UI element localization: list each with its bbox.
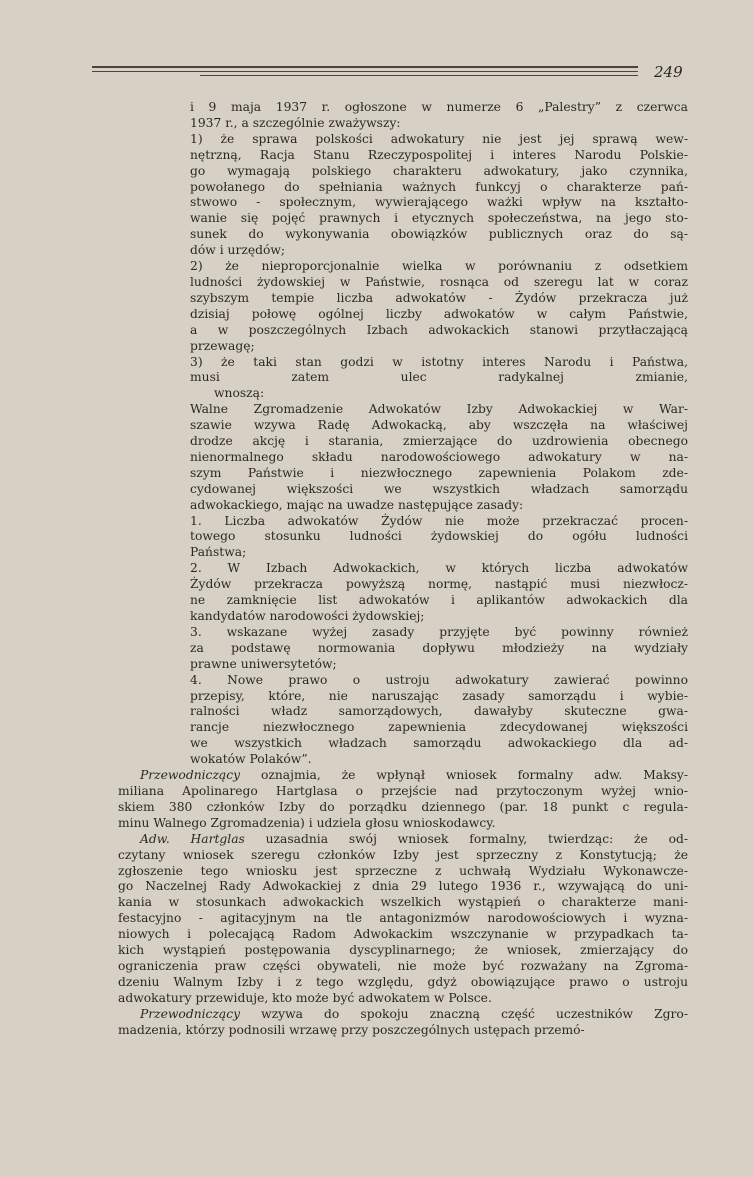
text-line: go Naczelnej Rady Adwokackiej z dnia 29 lutego 1936 r., wzywającą do uni- xyxy=(118,879,688,894)
text-line: przewagę; xyxy=(190,338,255,353)
text-line: szym Państwie i niezwłocznego zapewnienia Polakom zde- xyxy=(190,465,688,480)
text-line: kania w stosunkach adwokackich wszelkich wystąpień o charakterze mani- xyxy=(118,895,688,910)
text-line: skiem 380 członków Izby do porządku dziennego (par. 18 punkt c regula- xyxy=(118,799,688,814)
text-line: minu Walnego Zgromadzenia) i udziela głosu wnioskodawcy. xyxy=(118,815,496,830)
text-line: 3) że taki stan godzi w istotny interes Narodu i Państwa, xyxy=(190,354,688,369)
page-number: 249 xyxy=(654,63,683,81)
text-line: 2) że nieproporcjonalnie wielka w porównaniu z odsetkiem xyxy=(190,259,688,274)
text-line: Przewodniczący oznajmia, że wpłynął wniosek formalny adw. Maksy- xyxy=(140,768,688,783)
text-line: go wymagają polskiego charakteru adwokatury, jako czynnika, xyxy=(190,163,688,178)
text-line: adwokatury przewiduje, kto może być adwokatem w Polsce. xyxy=(118,990,492,1005)
text-line: 1937 r., a szczególnie zważywszy: xyxy=(190,115,401,130)
text-line: niowych i polecającą Radom Adwokackim wszczynanie w przypadkach ta- xyxy=(118,927,688,942)
header-rule xyxy=(200,75,638,76)
text-line: 4. Nowe prawo o ustroju adwokatury zawierać powinno xyxy=(190,672,688,687)
text-line: Adw. Hartglas uzasadnia swój wniosek formalny, twierdząc: że od- xyxy=(140,831,688,846)
text-line: za podstawę normowania dopływu młodzieży na wydziały xyxy=(190,640,688,655)
text-line: wnoszą: xyxy=(214,386,265,401)
text-line: Państwa; xyxy=(190,545,247,560)
text-line: wanie się pojęć prawnych i etycznych społeczeństwa, na jego sto- xyxy=(190,211,688,226)
text-line: sunek do wykonywania obowiązków publicznych oraz do są- xyxy=(190,227,688,242)
header-rule xyxy=(92,66,638,68)
text-line: madzenia, którzy podnosili wrzawę przy poszczególnych ustępach przemó- xyxy=(118,1022,585,1037)
text-line: a w poszczególnych Izbach adwokackich stanowi przytłaczającą xyxy=(190,322,688,337)
text-line: miliana Apolinarego Hartglasa o przejście nad przytoczonym wyżej wnio- xyxy=(118,783,688,798)
text-line: 1) że sprawa polskości adwokatury nie jest jej sprawą wew- xyxy=(190,131,688,146)
text-line: prawne uniwersytetów; xyxy=(190,656,337,671)
text-line: stwowo - społecznym, wywierającego ważki wpływ na kształto- xyxy=(190,195,688,210)
text-line: Walne Zgromadzenie Adwokatów Izby Adwokackiej w War- xyxy=(190,402,688,417)
text-line: Przewodniczący wzywa do spokoju znaczną część uczestników Zgro- xyxy=(140,1006,688,1021)
text-line: przepisy, które, nie naruszając zasady samorządu i wybie- xyxy=(190,688,688,703)
text-line: nienormalnego składu narodowościowego adwokatury w na- xyxy=(190,449,688,464)
text-line: i 9 maja 1937 r. ogłoszone w numerze 6 „Palestry” z czerwca xyxy=(190,100,688,114)
text-line: wokatów Polaków”. xyxy=(190,752,312,767)
text-line: ralności władz samorządowych, dawałyby skuteczne gwa- xyxy=(190,704,688,719)
text-line: 1. Liczba adwokatów Żydów nie może przekraczać procen- xyxy=(190,513,688,528)
text-line: we wszystkich władzach samorządu adwokackiego dla ad- xyxy=(190,736,688,751)
text-line: 3. wskazane wyżej zasady przyjęte być powinny również xyxy=(190,624,688,639)
body-text xyxy=(118,100,688,1038)
text-line: dów i urzędów; xyxy=(190,243,286,258)
text-line: szawie wzywa Radę Adwokacką, aby wszczęła na właściwej xyxy=(190,418,688,433)
text-line: kandydatów narodowości żydowskiej; xyxy=(190,609,425,623)
text-line: kich wystąpień postępowania dyscyplinarnego; że wniosek, zmierzający do xyxy=(118,943,688,958)
text-line: dzisiaj połowę ogólnej liczby adwokatów w całym Państwie, xyxy=(190,306,688,321)
text-line: czytany wniosek szeregu członków Izby jest sprzeczny z Konstytucją; że xyxy=(118,847,688,862)
text-line: rancje niezwłocznego zapewnienia zdecydowanej większości xyxy=(190,720,688,735)
text-line: szybszym tempie liczba adwokatów - Żydów przekracza już xyxy=(190,290,688,305)
text-line: towego stosunku ludności żydowskiej do ogółu ludności xyxy=(190,529,688,544)
text-line: drodze akcję i starania, zmierzające do uzdrowienia obecnego xyxy=(190,434,688,449)
text-line: nętrzną, Racja Stanu Rzeczypospolitej i interes Narodu Polskie- xyxy=(190,147,688,162)
header-rule xyxy=(92,71,638,72)
text-line: powołanego do spełniania ważnych funkcyj o charakterze pań- xyxy=(190,179,688,194)
text-line: adwokackiego, mając na uwadze następujące zasady: xyxy=(190,497,524,512)
text-line: 2. W Izbach Adwokackich, w których liczba adwokatów xyxy=(190,561,688,576)
text-line: Żydów przekracza powyższą normę, nastąpić musi niezwłocz- xyxy=(190,577,688,592)
text-line: dzeniu Walnym Izby i z tego względu, gdyż obowiązujące prawo o ustroju xyxy=(118,974,688,989)
text-line: festacyjno - agitacyjnym na tle antagonizmów narodowościowych i wyzna- xyxy=(118,911,688,926)
text-line: zgłoszenie tego wniosku jest sprzeczne z uchwałą Wydziału Wykonawcze- xyxy=(118,863,688,878)
text-line: ograniczenia praw części obywateli, nie może być rozważany na Zgroma- xyxy=(118,958,688,973)
text-line: ludności żydowskiej w Państwie, rosnąca od szeregu lat w coraz xyxy=(190,274,688,289)
text-line: musi zatem ulec radykalnej zmianie, xyxy=(190,370,688,385)
text-line: cydowanej większości we wszystkich władzach samorządu xyxy=(190,481,688,496)
text-line: ne zamknięcie list adwokatów i aplikantów adwokackich dla xyxy=(190,593,688,608)
